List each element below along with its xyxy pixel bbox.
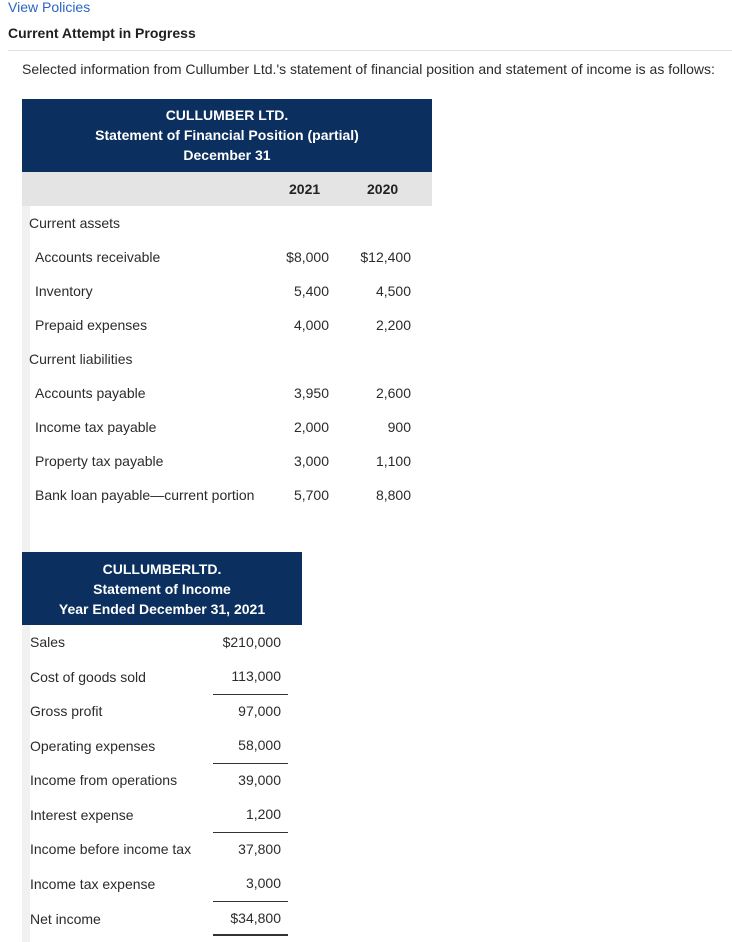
sfp-2020-value: 8,800 (375, 487, 411, 503)
income-row-label: Income from operations (30, 772, 178, 788)
section-current-liabilities: Current liabilities (29, 351, 133, 367)
income-value: 113,000 (231, 668, 281, 684)
sfp-date: December 31 (183, 147, 271, 163)
subtotal-rule (213, 832, 288, 833)
sfp-2021-value: 4,000 (293, 317, 329, 333)
sfp-row-label: Accounts payable (35, 385, 146, 401)
sfp-2021-value: $8,000 (286, 249, 329, 265)
sfp-row-label: Inventory (35, 283, 93, 299)
income-header (22, 552, 302, 625)
income-company: CULLUMBERLTD. (102, 561, 222, 577)
section-current-assets: Current assets (29, 215, 121, 231)
sfp-title: Statement of Financial Position (partial) (95, 127, 359, 143)
income-row-label: Sales (30, 634, 66, 650)
sfp-2021-value: 3,000 (293, 453, 329, 469)
sfp-2020-value: 900 (387, 419, 411, 435)
total-double-rule (213, 934, 288, 936)
income-value: $210,000 (222, 634, 281, 650)
income-value: $34,800 (230, 910, 281, 926)
sfp-row-label: Income tax payable (35, 419, 157, 435)
sfp-2021-value: 5,700 (293, 487, 329, 503)
sfp-row-label: Accounts receivable (35, 249, 161, 265)
sfp-column-header (22, 172, 432, 206)
income-date: Year Ended December 31, 2021 (58, 601, 266, 617)
income-row-label: Cost of goods sold (30, 669, 146, 685)
sfp-2020-value: 2,600 (375, 385, 411, 401)
income-value: 58,000 (238, 737, 281, 753)
sfp-2020-value: 2,200 (375, 317, 411, 333)
sfp-row-label: Prepaid expenses (35, 317, 148, 333)
question-intro: Selected information from Cullumber Ltd.'s statement of financial position and statement of income is as follows: (22, 61, 715, 77)
income-row-label: Interest expense (30, 807, 134, 823)
income-row-label: Income tax expense (30, 876, 156, 892)
view-policies-link[interactable]: View Policies (8, 0, 91, 15)
income-row-label: Operating expenses (30, 738, 156, 754)
income-row-label: Income before income tax (30, 841, 192, 857)
income-row-label: Net income (30, 911, 101, 927)
sfp-2020-value: $12,400 (360, 249, 411, 265)
sfp-2021-value: 2,000 (293, 419, 329, 435)
subtotal-rule (213, 694, 288, 695)
income-value: 1,200 (245, 806, 281, 822)
sfp-header (22, 99, 432, 172)
subtotal-rule (213, 763, 288, 764)
sfp-2020-value: 4,500 (375, 283, 411, 299)
income-title: Statement of Income (93, 581, 231, 597)
sfp-2020-value: 1,100 (375, 453, 411, 469)
sfp-2021-value: 3,950 (293, 385, 329, 401)
sfp-2021-value: 5,400 (293, 283, 329, 299)
subtotal-rule (213, 901, 288, 902)
income-value: 3,000 (245, 875, 281, 891)
sfp-row-label: Property tax payable (35, 453, 164, 469)
income-row-label: Gross profit (30, 703, 103, 719)
income-value: 97,000 (238, 703, 281, 719)
col-2020: 2020 (367, 181, 399, 197)
divider (8, 50, 732, 51)
income-value: 39,000 (238, 772, 281, 788)
sfp-row-label: Bank loan payable—current portion (35, 487, 255, 503)
col-2021: 2021 (289, 181, 321, 197)
attempt-status: Current Attempt in Progress (8, 25, 196, 41)
sfp-company: CULLUMBER LTD. (165, 107, 289, 123)
income-value: 37,800 (238, 841, 281, 857)
